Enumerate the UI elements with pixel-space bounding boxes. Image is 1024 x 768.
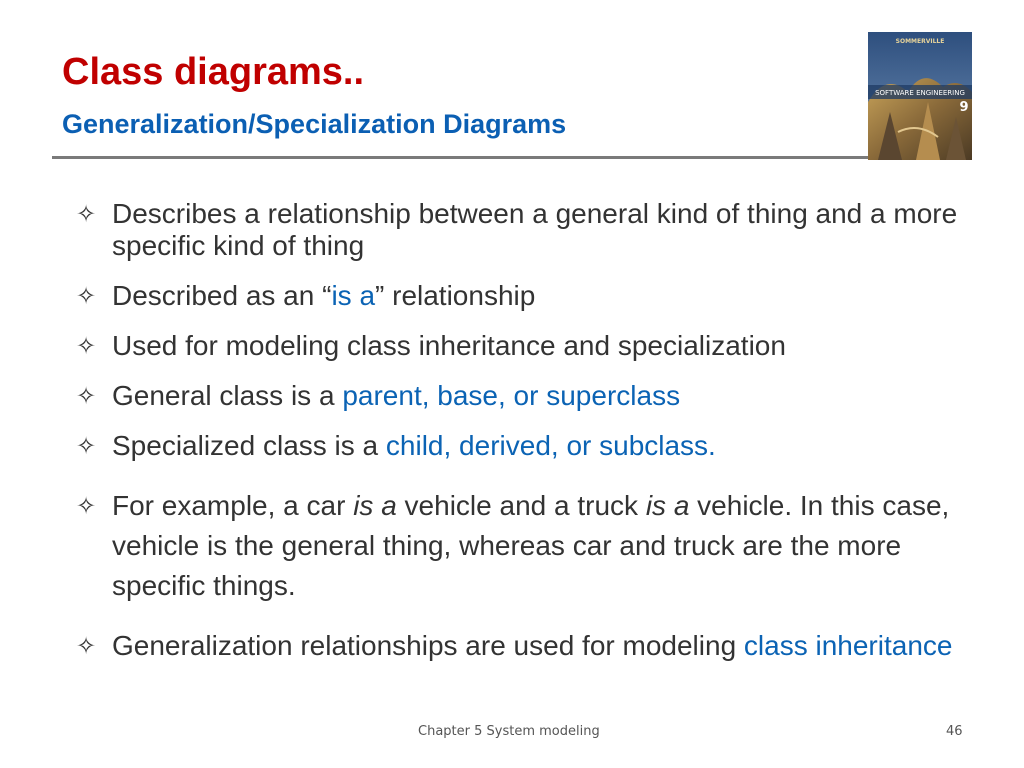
page-number: 46: [946, 724, 963, 739]
bullet-highlight: class inheritance: [743, 630, 953, 661]
bullet-item: [76, 486, 986, 606]
svg-text:SOMMERVILLE: SOMMERVILLE: [895, 38, 945, 45]
bullet-item: [76, 380, 986, 412]
bullet-text: vehicle and a truck: [396, 490, 646, 521]
slide-subtitle: Generalization/Specialization Diagrams: [62, 109, 567, 139]
bullet-highlight: is a: [331, 280, 376, 311]
four-pointed-star-icon: ✧: [76, 492, 97, 520]
bullet-item: [76, 280, 986, 312]
bullet-highlight: child, derived, or subclass.: [385, 430, 716, 461]
four-pointed-star-icon: ✧: [76, 382, 97, 410]
slide-title: Class diagrams..: [62, 51, 365, 93]
bullet-item: [76, 198, 986, 262]
bullet-list: [76, 198, 986, 666]
bullet-item: [76, 626, 986, 666]
four-pointed-star-icon: ✧: [76, 282, 97, 310]
bullet-text: General class is a: [112, 380, 343, 411]
bullet-italic: is a: [353, 490, 397, 521]
footer-text: Chapter 5 System modeling: [418, 724, 600, 739]
bullet-highlight: parent, base, or superclass: [342, 380, 681, 411]
four-pointed-star-icon: ✧: [76, 332, 97, 360]
bullet-text: Generalization relationships are used for modeling: [112, 630, 744, 661]
bullet-text: Specialized class is a: [112, 430, 386, 461]
bullet-text: Used for modeling class inheritance and specialization: [112, 330, 786, 361]
bullet-item: [76, 430, 986, 462]
svg-text:SOFTWARE ENGINEERING: SOFTWARE ENGINEERING: [875, 89, 965, 97]
bullet-text: Described as an “: [112, 280, 332, 311]
book-cover-image: [868, 32, 972, 160]
bullet-text: For example, a car: [112, 490, 354, 521]
four-pointed-star-icon: ✧: [76, 200, 97, 228]
bullet-italic: is a: [645, 490, 690, 521]
title-rule: [52, 156, 932, 159]
bullet-text: Describes a relationship between a general kind of thing and a more specific kind of thing: [112, 198, 958, 261]
four-pointed-star-icon: ✧: [76, 632, 97, 660]
bullet-text: ” relationship: [375, 280, 536, 311]
bullet-text: vehicle. In this case, vehicle is the general thing, whereas car and truck are the more specific things.: [112, 490, 950, 601]
svg-text:9: 9: [959, 100, 969, 115]
four-pointed-star-icon: ✧: [76, 432, 97, 460]
bullet-item: [76, 330, 986, 362]
